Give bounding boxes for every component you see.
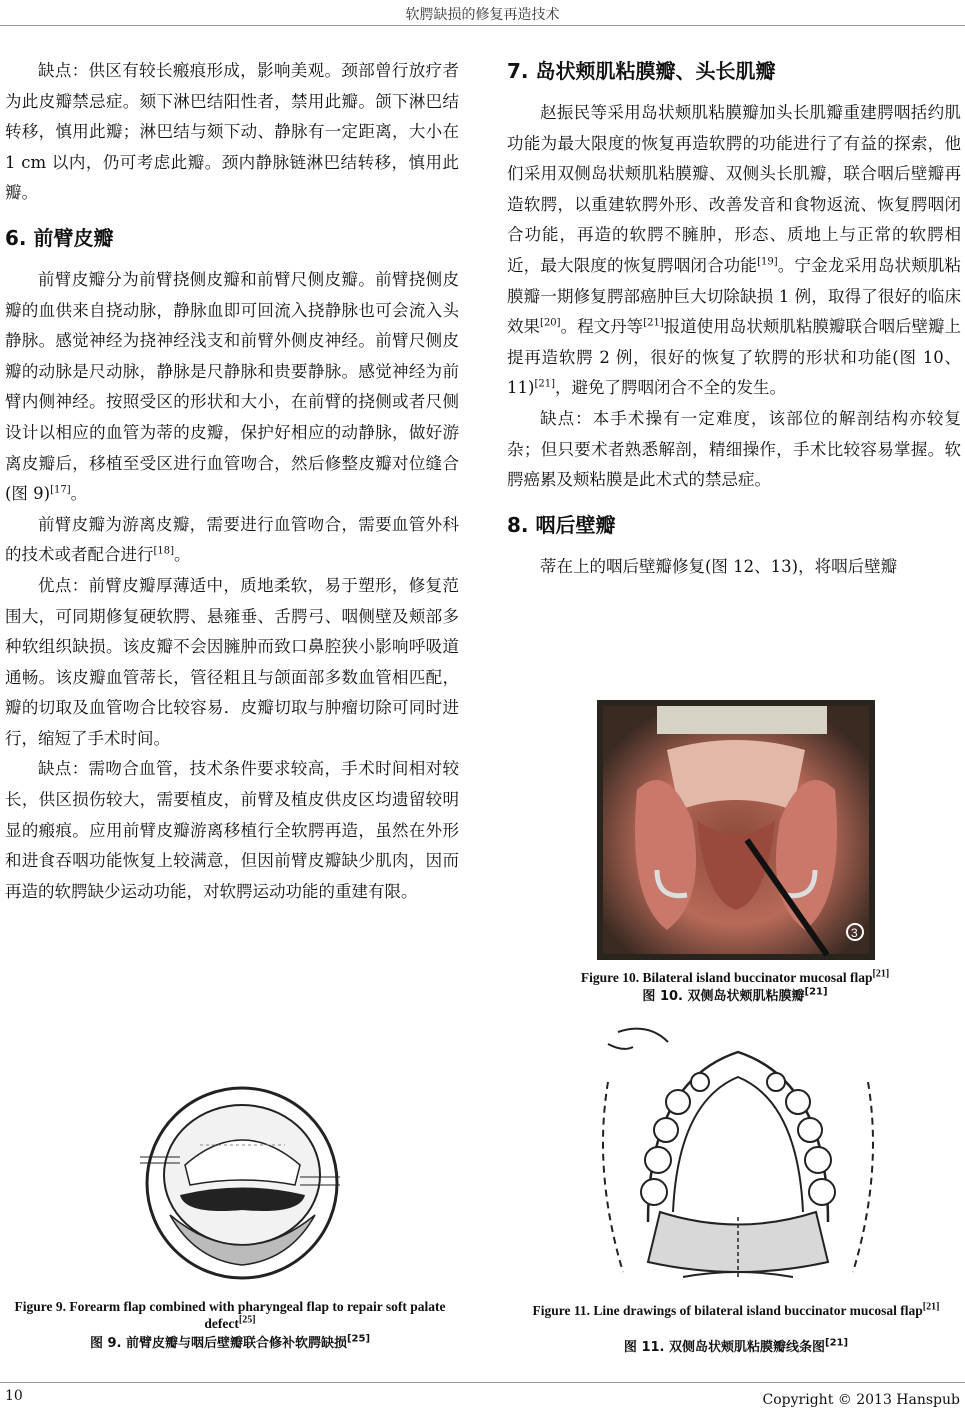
section-heading-6: 6. 前臂皮瓣: [5, 225, 114, 250]
section-heading-8: 8. 咽后壁瓣: [507, 512, 616, 537]
paragraph: 赵振民等采用岛状颊肌粘膜瓣加头长肌瓣重建腭咽括约肌功能为最大限度的恢复再造软腭的功能进行了有益的探索，他们采用双侧岛状颊肌粘膜瓣、双侧头长肌瓣，联合咽后壁瓣再造软腭，以重建软腭外形、改善发音和食物返流、恢复腭咽闭合功能，再造的软腭不臃肿，形态、质地上与正常的软腭相近，最大限度的恢复腭咽闭合功能[19]。宁金龙采用岛状颊肌粘膜瓣一期修复腭部癌肿巨大切除缺损 1 例，取得了很好的临床效果[20]。程文丹等[21]报道使用岛状颊肌粘膜瓣联合咽后壁瓣上提再造软腭 2 例，很好的恢复了软腭的形状和功能(图 10、11)[21]，避免了腭咽闭合不全的发生。: [507, 103, 962, 398]
paragraph: 前臂皮瓣分为前臂挠侧皮瓣和前臂尺侧皮瓣。前臂挠侧皮瓣的血供来自挠动脉，静脉血即可回流入挠静脉也可会流入头静脉。感觉神经为挠神经浅支和前臂外侧皮神经。前臂尺侧皮瓣的动脉是尺动脉，静脉是尺静脉和贵要静脉。感觉神经为前臂内侧神经。按照受区的形状和大小，在前臂的挠侧或者尺侧设计以相应的血管为蒂的皮瓣，保护好相应的动静脉，做好游离皮瓣后，移植至受区进行血管吻合，然后修整皮瓣对位缝合(图 9)[17]。: [5, 269, 459, 504]
right-column: [507, 56, 961, 582]
copyright: Copyright © 2013 Hanspub: [762, 1392, 960, 1408]
figure-9-caption-en: Figure 9. Forearm flap combined with pharyngeal flap to repair soft palate defect[25]: [14, 1299, 446, 1331]
footer-rule: [0, 1382, 965, 1383]
figure-10-caption-zh: 图 10. 双侧岛状颊肌粘膜瓣[21]: [642, 986, 828, 1004]
figure-11-caption-zh: 图 11. 双侧岛状颊肌粘膜瓣线条图[21]: [623, 1337, 849, 1355]
figure-10-photo: [597, 700, 875, 960]
paragraph: 蒂在上的咽后壁瓣修复(图 12、13)，将咽后壁瓣: [540, 556, 898, 576]
citation: [17]: [50, 484, 71, 496]
page-number: 10: [5, 1388, 23, 1404]
figure-11-caption-en: Figure 11. Line drawings of bilateral island buccinator mucosal flap[21]: [532, 1301, 940, 1318]
header-rule: [0, 25, 965, 26]
figure-marker: 3: [851, 926, 858, 940]
paragraph: 前臂皮瓣为游离皮瓣，需要进行血管吻合，需要血管外科的技术或者配合进行[18]。: [5, 514, 459, 565]
figure-11-drawing: [588, 1022, 888, 1284]
citation: [18]: [153, 545, 175, 557]
citation: [21]: [534, 378, 555, 390]
figure-9-drawing: [110, 1085, 360, 1281]
citation: [20]: [540, 317, 561, 329]
paragraph: 优点：前臂皮瓣厚薄适中，质地柔软，易于塑形，修复范围大，可同期修复硬软腭、悬雍垂、舌腭弓、咽侧壁及颊部多种软组织缺损。该皮瓣不会因臃肿而致口鼻腔狭小影响呼吸道通畅。该皮瓣血管蒂长，管径粗且与颌面部多数血管相匹配，瓣的切取及血管吻合比较容易．皮瓣切取与肿瘤切除可同时进行，缩短了手术时间。: [5, 575, 459, 748]
paragraph: 缺点：供区有较长瘢痕形成，影响美观。颈部曾行放疗者为此皮瓣禁忌症。颏下淋巴结阳性者，禁用此瓣。颌下淋巴结转移，慎用此瓣；淋巴结与颏下动、静脉有一定距离，大小在 1 cm 以内，仍可考虑此瓣。颈内静脉链淋巴结转移，慎用此瓣。: [5, 61, 459, 203]
citation: [21]: [643, 317, 664, 329]
figure-10-caption-en: Figure 10. Bilateral island buccinator mucosal flap[21]: [580, 968, 890, 985]
section-heading-7: 7. 岛状颊肌粘膜瓣、头长肌瓣: [507, 59, 776, 83]
running-header: 软腭缺损的修复再造技术: [405, 7, 560, 23]
paragraph: 缺点：本手术操有一定难度，该部位的解剖结构亦较复杂；但只要术者熟悉解剖，精细操作，手术比较容易掌握。软腭癌累及颊粘膜是此术式的禁忌症。: [507, 408, 961, 490]
paragraph: 缺点：需吻合血管，技术条件要求较高，手术时间相对较长，供区损伤较大，需要植皮，前臂及植皮供皮区均遗留较明显的瘢痕。应用前臂皮瓣游离移植行全软腭再造，虽然在外形和进食吞咽功能恢复上较满意，但因前臂皮瓣缺少肌肉，因而再造的软腭缺少运动功能，对软腭运动功能的重建有限。: [5, 759, 459, 901]
figure-9-caption-zh: 图 9. 前臂皮瓣与咽后壁瓣联合修补软腭缺损[25]: [89, 1333, 371, 1351]
left-column: [5, 56, 459, 907]
citation: [19]: [757, 256, 778, 268]
